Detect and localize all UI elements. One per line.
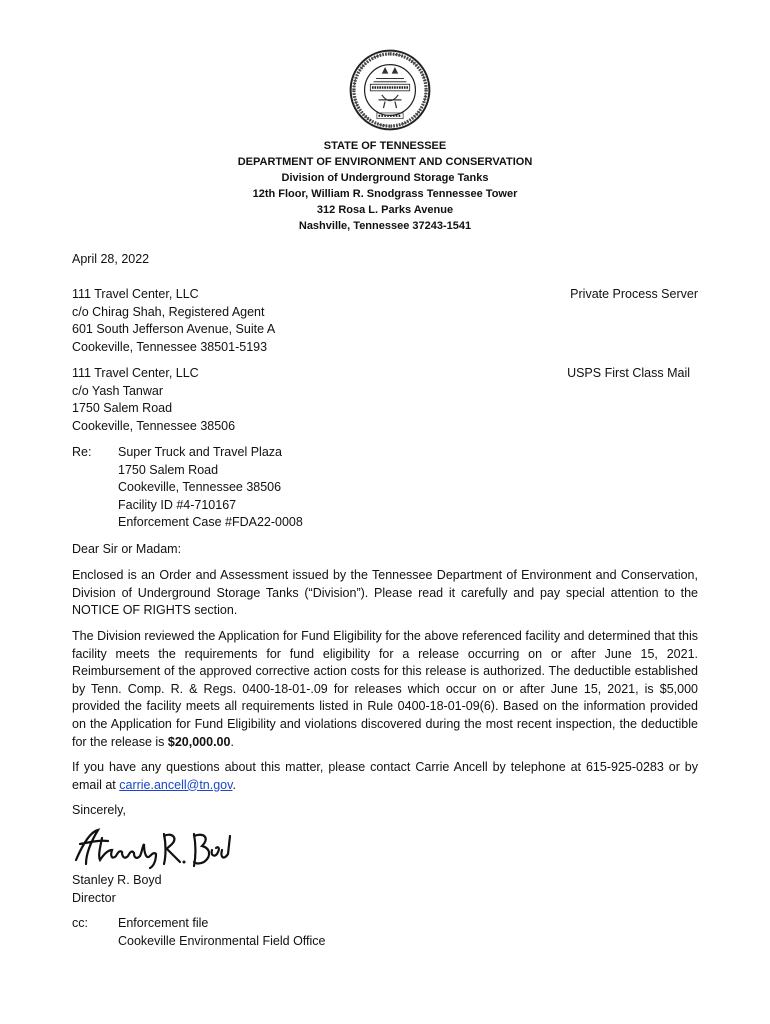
letterhead-city: Nashville, Tennessee 37243-1541 xyxy=(298,220,472,232)
letterhead-street: 312 Rosa L. Parks Avenue xyxy=(316,204,454,216)
re-line: Facility ID #4-710167 xyxy=(118,497,237,512)
recipient-2-line: Cookeville, Tennessee 38506 xyxy=(72,418,236,433)
re-line: 1750 Salem Road xyxy=(118,462,219,477)
recipient-2-line: 111 Travel Center, LLC xyxy=(72,366,199,380)
contact-email-link[interactable]: carrie.ancell@tn.gov xyxy=(119,777,233,792)
recipient-2-line: c/o Yash Tanwar xyxy=(72,383,164,398)
signer-name: Stanley R. Boyd xyxy=(72,873,162,887)
delivery-method-2: USPS First Class Mail xyxy=(567,366,690,380)
re-line: Enforcement Case #FDA22-0008 xyxy=(118,515,303,530)
cc-list xyxy=(118,915,326,950)
paragraph-end: . xyxy=(230,734,234,749)
signer-title: Director xyxy=(72,890,116,905)
deductible-amount: $20,000.00 xyxy=(167,734,231,749)
paragraph-contact-text: If you have any questions about this matter, please contact Carrie Ancell by telephone at 615-925-0283 or by email at xyxy=(72,760,698,792)
letter-date: April 28, 2022 xyxy=(72,252,150,266)
cc-item: Cookeville Environmental Field Office xyxy=(118,933,326,948)
recipient-1-line: c/o Chirag Shah, Registered Agent xyxy=(72,304,265,319)
recipient-1-line: Cookeville, Tennessee 38501-5193 xyxy=(72,339,268,354)
letterhead-floor: 12th Floor, William R. Snodgrass Tennessee Tower xyxy=(252,188,518,200)
salutation: Dear Sir or Madam: xyxy=(72,542,182,556)
recipient-1-line: 111 Travel Center, LLC xyxy=(72,287,199,301)
letterhead-department: DEPARTMENT OF ENVIRONMENT AND CONSERVATION xyxy=(237,156,533,168)
paragraph-end: . xyxy=(232,777,236,792)
cc-label: cc: xyxy=(72,916,88,930)
recipient-address-2 xyxy=(72,365,472,435)
handwritten-signature xyxy=(72,826,232,870)
recipient-1-line: 601 South Jefferson Avenue, Suite A xyxy=(72,322,276,337)
closing: Sincerely, xyxy=(72,803,126,817)
re-block xyxy=(118,444,303,532)
letterhead-state: STATE OF TENNESSEE xyxy=(323,140,447,152)
recipient-2-line: 1750 Salem Road xyxy=(72,401,173,416)
delivery-method-1: Private Process Server xyxy=(570,287,698,301)
re-label: Re: xyxy=(72,445,92,459)
paragraph-order-notice: Enclosed is an Order and Assessment issued by the Tennessee Department of Environment and Conservation, Division of Underground Storage Tanks (“Division”). Please read it carefully and pay special attention to the NOTICE OF RIGHTS section. xyxy=(72,568,698,618)
letterhead-division: Division of Underground Storage Tanks xyxy=(281,172,489,184)
tennessee-state-seal-icon xyxy=(349,49,431,131)
paragraph-fund-eligibility xyxy=(72,628,698,751)
letterhead xyxy=(0,138,770,234)
paragraph-fund-eligibility-text: The Division reviewed the Application for Fund Eligibility for the above referenced facility and determined that this facility meets the requirements for fund eligibility for a release occurring on or after June 15, 2021. Reimbursement of the approved corrective action costs for this release is authorized. The deductible established by Tenn. Comp. R. & Regs. 0400-18-01-.09 for releases which occur on or after June 15, 2021, is $5,000 provided the facility meets all requirements listed in Rule 0400-18-01-09(6). Based on the information provided on the Application for Fund Eligibility and violations discovered during the most recent inspection, the deductible for the release is xyxy=(72,629,698,749)
paragraph-contact xyxy=(72,759,698,794)
cc-item: Enforcement file xyxy=(118,916,209,930)
re-line: Super Truck and Travel Plaza xyxy=(118,445,282,459)
signer-block xyxy=(72,872,162,907)
recipient-address-1 xyxy=(72,286,472,356)
re-line: Cookeville, Tennessee 38506 xyxy=(118,480,282,495)
